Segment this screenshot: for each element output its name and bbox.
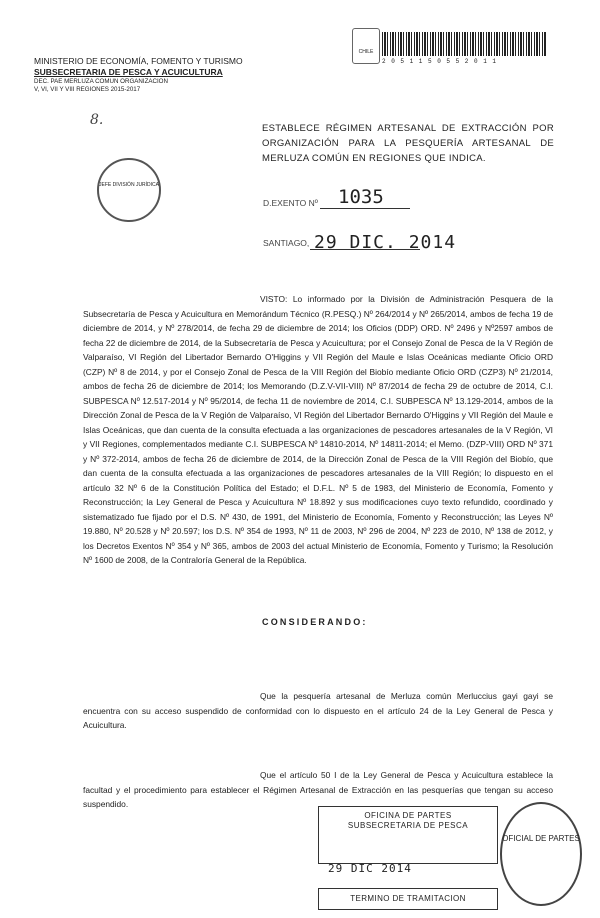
oficina-partes-line2: SUBSECRETARIA DE PESCA (347, 821, 469, 830)
stamp-date: 29 DIC 2014 (328, 862, 412, 875)
considerando-heading: CONSIDERANDO: (262, 617, 368, 627)
juridica-stamp-text: JEFE DIVISIÓN JURÍDICA (99, 182, 160, 188)
santiago-label: SANTIAGO, (263, 238, 310, 248)
oficina-partes-line1: OFICINA DE PARTES (364, 811, 452, 820)
decree-date: 29 DIC. 2014 (314, 232, 457, 253)
termino-tramitacion-stamp: TERMINO DE TRAMITACION (318, 888, 498, 910)
considerando-2: Que el artículo 50 I de la Ley General de Pesca y Acuicultura establece la facultad y el procedimiento para establecer el Régimen Artesanal de Extracción en las pesquerías que tengan su acceso suspendido. (83, 770, 553, 809)
letterhead-ref-1: DEC. PAE MERLUZA COMUN ORGANIZACION (34, 78, 168, 85)
decree-title: ESTABLECE RÉGIMEN ARTESANAL DE EXTRACCIÓN POR ORGANIZACIÓN PARA LA PESQUERÍA ARTESANAL DE MERLUZA COMÚN EN REGIONES QUE INDICA. (262, 123, 554, 164)
juridica-stamp (97, 158, 161, 222)
visto-paragraph: VISTO: Lo informado por la División de Administración Pesquera de la Subsecretaría de Pesca y Acuicultura en Memorándum Técnico (R.PESQ.) Nº 264/2014 y Nº 265/2014, ambos de fecha 19 de diciembre de 2014, y Nº 278/2014, de fecha 29 de diciembre de 2014; los Oficios (DDP) ORD. Nº 2496 y Nº2597 ambos de fecha 22 de diciembre de 2014, de la Subsecretaría de Pesca y Acuicultura; por el Consejo Zonal de Pesca de la V Región de Valparaíso, VI Región del Libertador Bernardo O'Higgins y VII Región del Maule e Islas Oceánicas mediante Oficio ORD (CZP) Nº 8 de 2014, y por el Consejo Zonal de Pesca de la VIII Región del Biobío mediante Oficio ORD (CZP3) Nº 21/2014, ambos de fecha 26 de diciembre de 2014; los Memorando (D.Z.V-VII-VIII) Nº 87/2014 de fecha 29 de octubre de 2014, C.I. SUBPESCA Nº 12.517-2014 y Nº 95/2014, de fecha 11 de noviembre de 2014, C.I. SUBPESCA Nº 13.129-2014, ambos de la Dirección Zonal de Pesca de la V Región de Valparaíso, VI Región del Libertador Bernardo O'Higgins y VII Región del Maule e Islas Oceánicas, que dan cuenta de la consulta efectuada a las organizaciones de pescadores artesanales de la V Región, VI y VII Regiones, complementados mediante C.I. SUBPESCA Nº 14810-2014, Nº 14811-2014; el Memo. (DZP-VIII) ORD Nº 371 y Nº 372-2014, ambos de fecha 26 de diciembre de 2014, de la Dirección Zonal de Pesca de la VIII Región del Biobío, que dan cuenta de la consulta efectuada a las organizaciones de pescadores artesanales de la VIII Región; lo dispuesto en el artículo 32 Nº 6 de la Constitución Política del Estado; el D.F.L. Nº 5 de 1983, del Ministerio de Economía, Fomento y Reconstrucción; la Ley General de Pesca y Acuicultura Nº 18.892 y sus modificaciones cuyo texto refundido, coordinado y sistematizado fue fijado por el D.S. Nº 430, de 1991, del Ministerio de Economía, Fomento y Reconstrucción; las Leyes Nº 19.880, Nº 20.528 y Nº 20.597; los D.S. Nº 354 de 1993, Nº 11 de 2003, Nº 296 de 2004, Nº 223 de 2010, Nº 138 de 2012, y los Decretos Exentos Nº 354 y Nº 365, ambos de 2003 del actual Ministerio de Economía, Fomento y Turismo; la Resolución Nº 1600 de 2008, de la Contraloría General de la República. (83, 294, 553, 565)
considerando-1: Que la pesquería artesanal de Merluza común Merluccius gayi gayi se encuentra con su acceso suspendido de conformidad con lo dispuesto en el artículo 24 de la Ley General de Pesca y Acuicultura. (83, 691, 553, 730)
letterhead (34, 56, 264, 94)
decreto-underline (320, 208, 410, 209)
subsecretaria-name: SUBSECRETARIA DE PESCA Y ACUICULTURA (34, 67, 223, 77)
ministry-name: MINISTERIO DE ECONOMÍA, FOMENTO Y TURISMO (34, 56, 243, 66)
barcode-block (352, 26, 552, 72)
letterhead-ref-2: V, VI, VII Y VIII REGIONES 2015-2017 (34, 86, 141, 93)
barcode-icon (382, 32, 547, 56)
decreto-label: D.EXENTO Nº (263, 198, 318, 208)
decreto-number: 1035 (338, 186, 384, 208)
oficial-partes-stamp: OFICIAL DE PARTES (500, 802, 582, 906)
seal-icon: CHILE (352, 28, 380, 64)
oficina-partes-stamp (318, 806, 498, 864)
barcode-number: 2 0 5 1 1 5 0 5 5 2 0 1 1 (382, 58, 498, 65)
signature-mark: 8. (90, 112, 104, 128)
